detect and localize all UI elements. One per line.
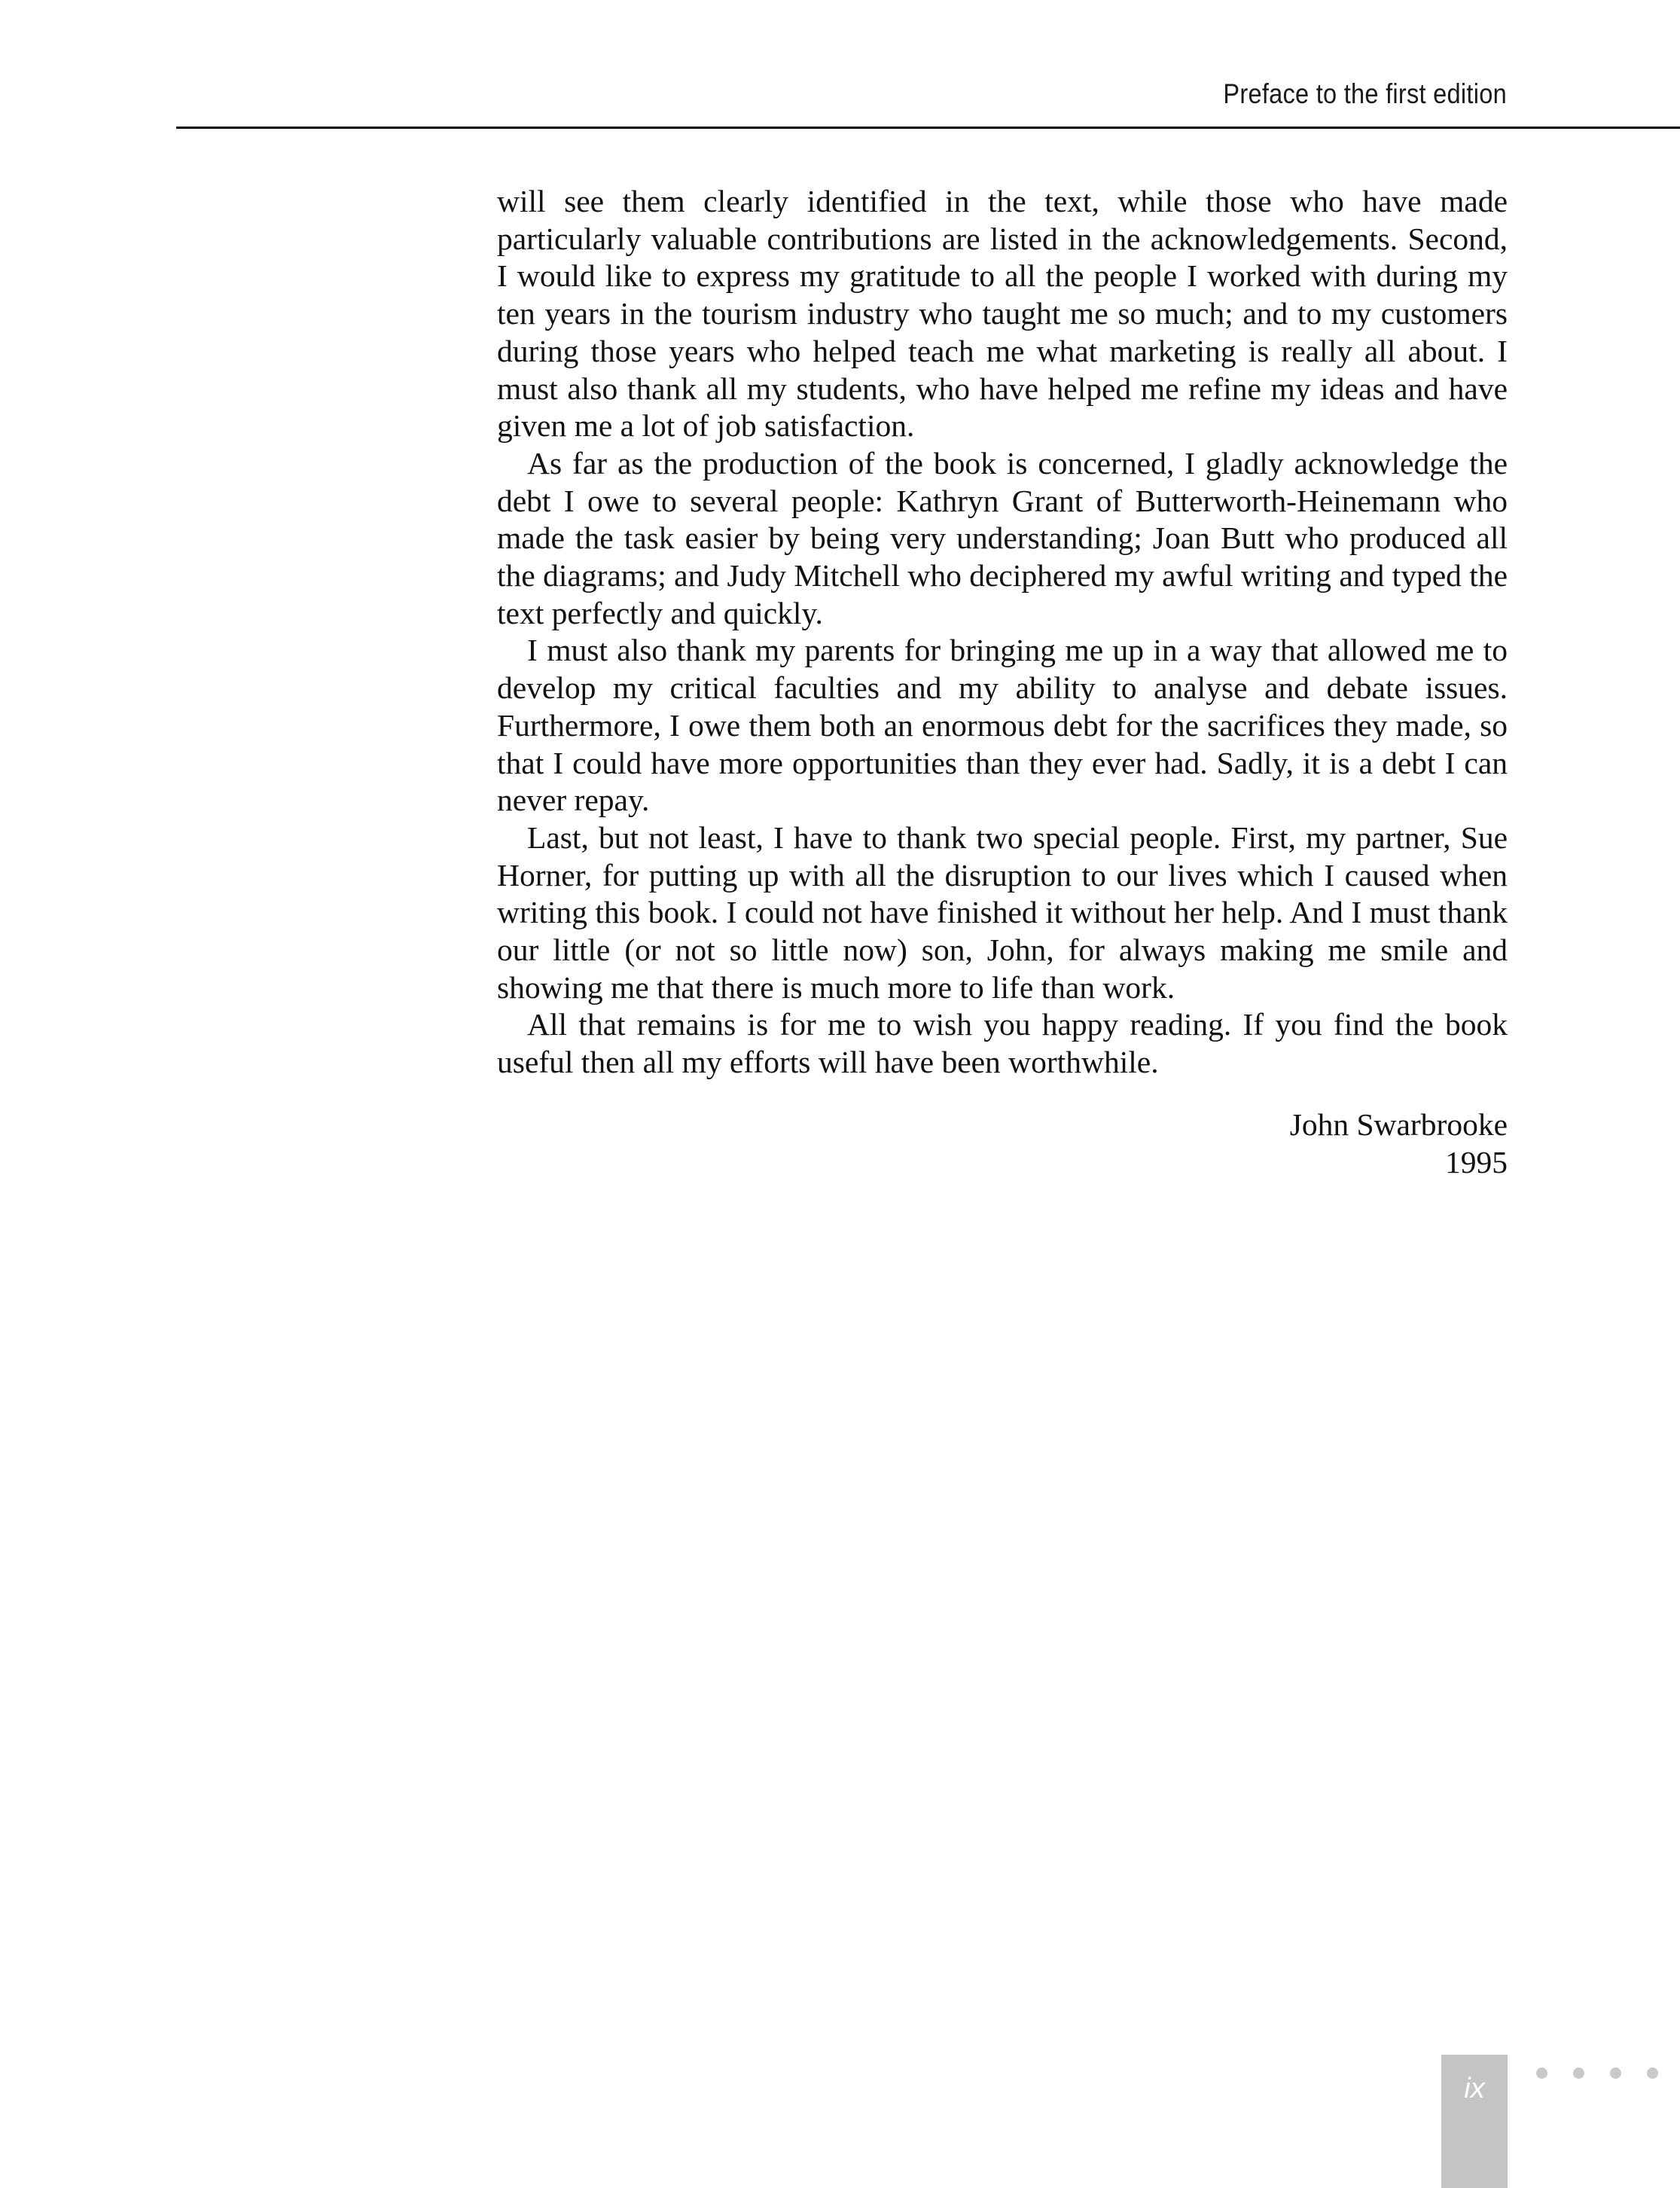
paragraph-continuation: will see them clearly identified in the text, while those who have made particularly valuable contributions are listed in the acknowledgements. Second, I would like to express my gratitude to all the people I worked with during my ten years in the tourism industry who taught me so much; and to my customers during those years who helped teach me what marketing is really all about. I must also thank all my students, who have helped me refine my ideas and have given me a lot of job satisfaction.: [497, 184, 1508, 444]
running-head: Preface to the first edition: [1223, 78, 1507, 109]
folio-tab: [1441, 2055, 1508, 2188]
header-rule: [176, 127, 1680, 129]
signature-year: 1995: [1445, 1144, 1508, 1179]
paragraph-closing: All that remains is for me to wish you happy reading. If you find the book useful then all my efforts will have been worthwhile.: [497, 1007, 1508, 1080]
author-name: John Swarbrooke: [1289, 1106, 1508, 1142]
decorative-dots: [1536, 2065, 1658, 2080]
paragraph-family: Last, but not least, I have to thank two special people. First, my partner, Sue Horner, for putting up with all the disruption to our lives which I caused when writing this book. I could not have finished it without her help. And I must thank our little (or not so little now) son, John, for always making me smile and showing me that there is much more to life than work.: [497, 819, 1508, 1005]
paragraph-production: As far as the production of the book is concerned, I gladly acknowledge the debt I owe to several people: Kathryn Grant of Butterworth-Heinemann who made the task easier by being very understanding; Joan Butt who produced all the diagrams; and Judy Mitchell who deciphered my awful writing and typed the text perfectly and quickly.: [497, 445, 1508, 630]
page-number: ix: [1464, 2073, 1485, 2104]
dot-icon: [1610, 2067, 1621, 2079]
dot-icon: [1536, 2067, 1547, 2079]
paragraph-parents: I must also thank my parents for bringing me up in a way that allowed me to develop my critical faculties and my ability to analyse and debate issues. Furthermore, I owe them both an enormous debt for the sacrifices they made, so that I could have more opportunities than they ever had. Sadly, it is a debt I can never repay.: [497, 633, 1508, 818]
preface-body: [497, 183, 1508, 1181]
signature-block: [497, 1106, 1508, 1181]
dot-icon: [1647, 2067, 1658, 2079]
dot-icon: [1573, 2067, 1584, 2079]
